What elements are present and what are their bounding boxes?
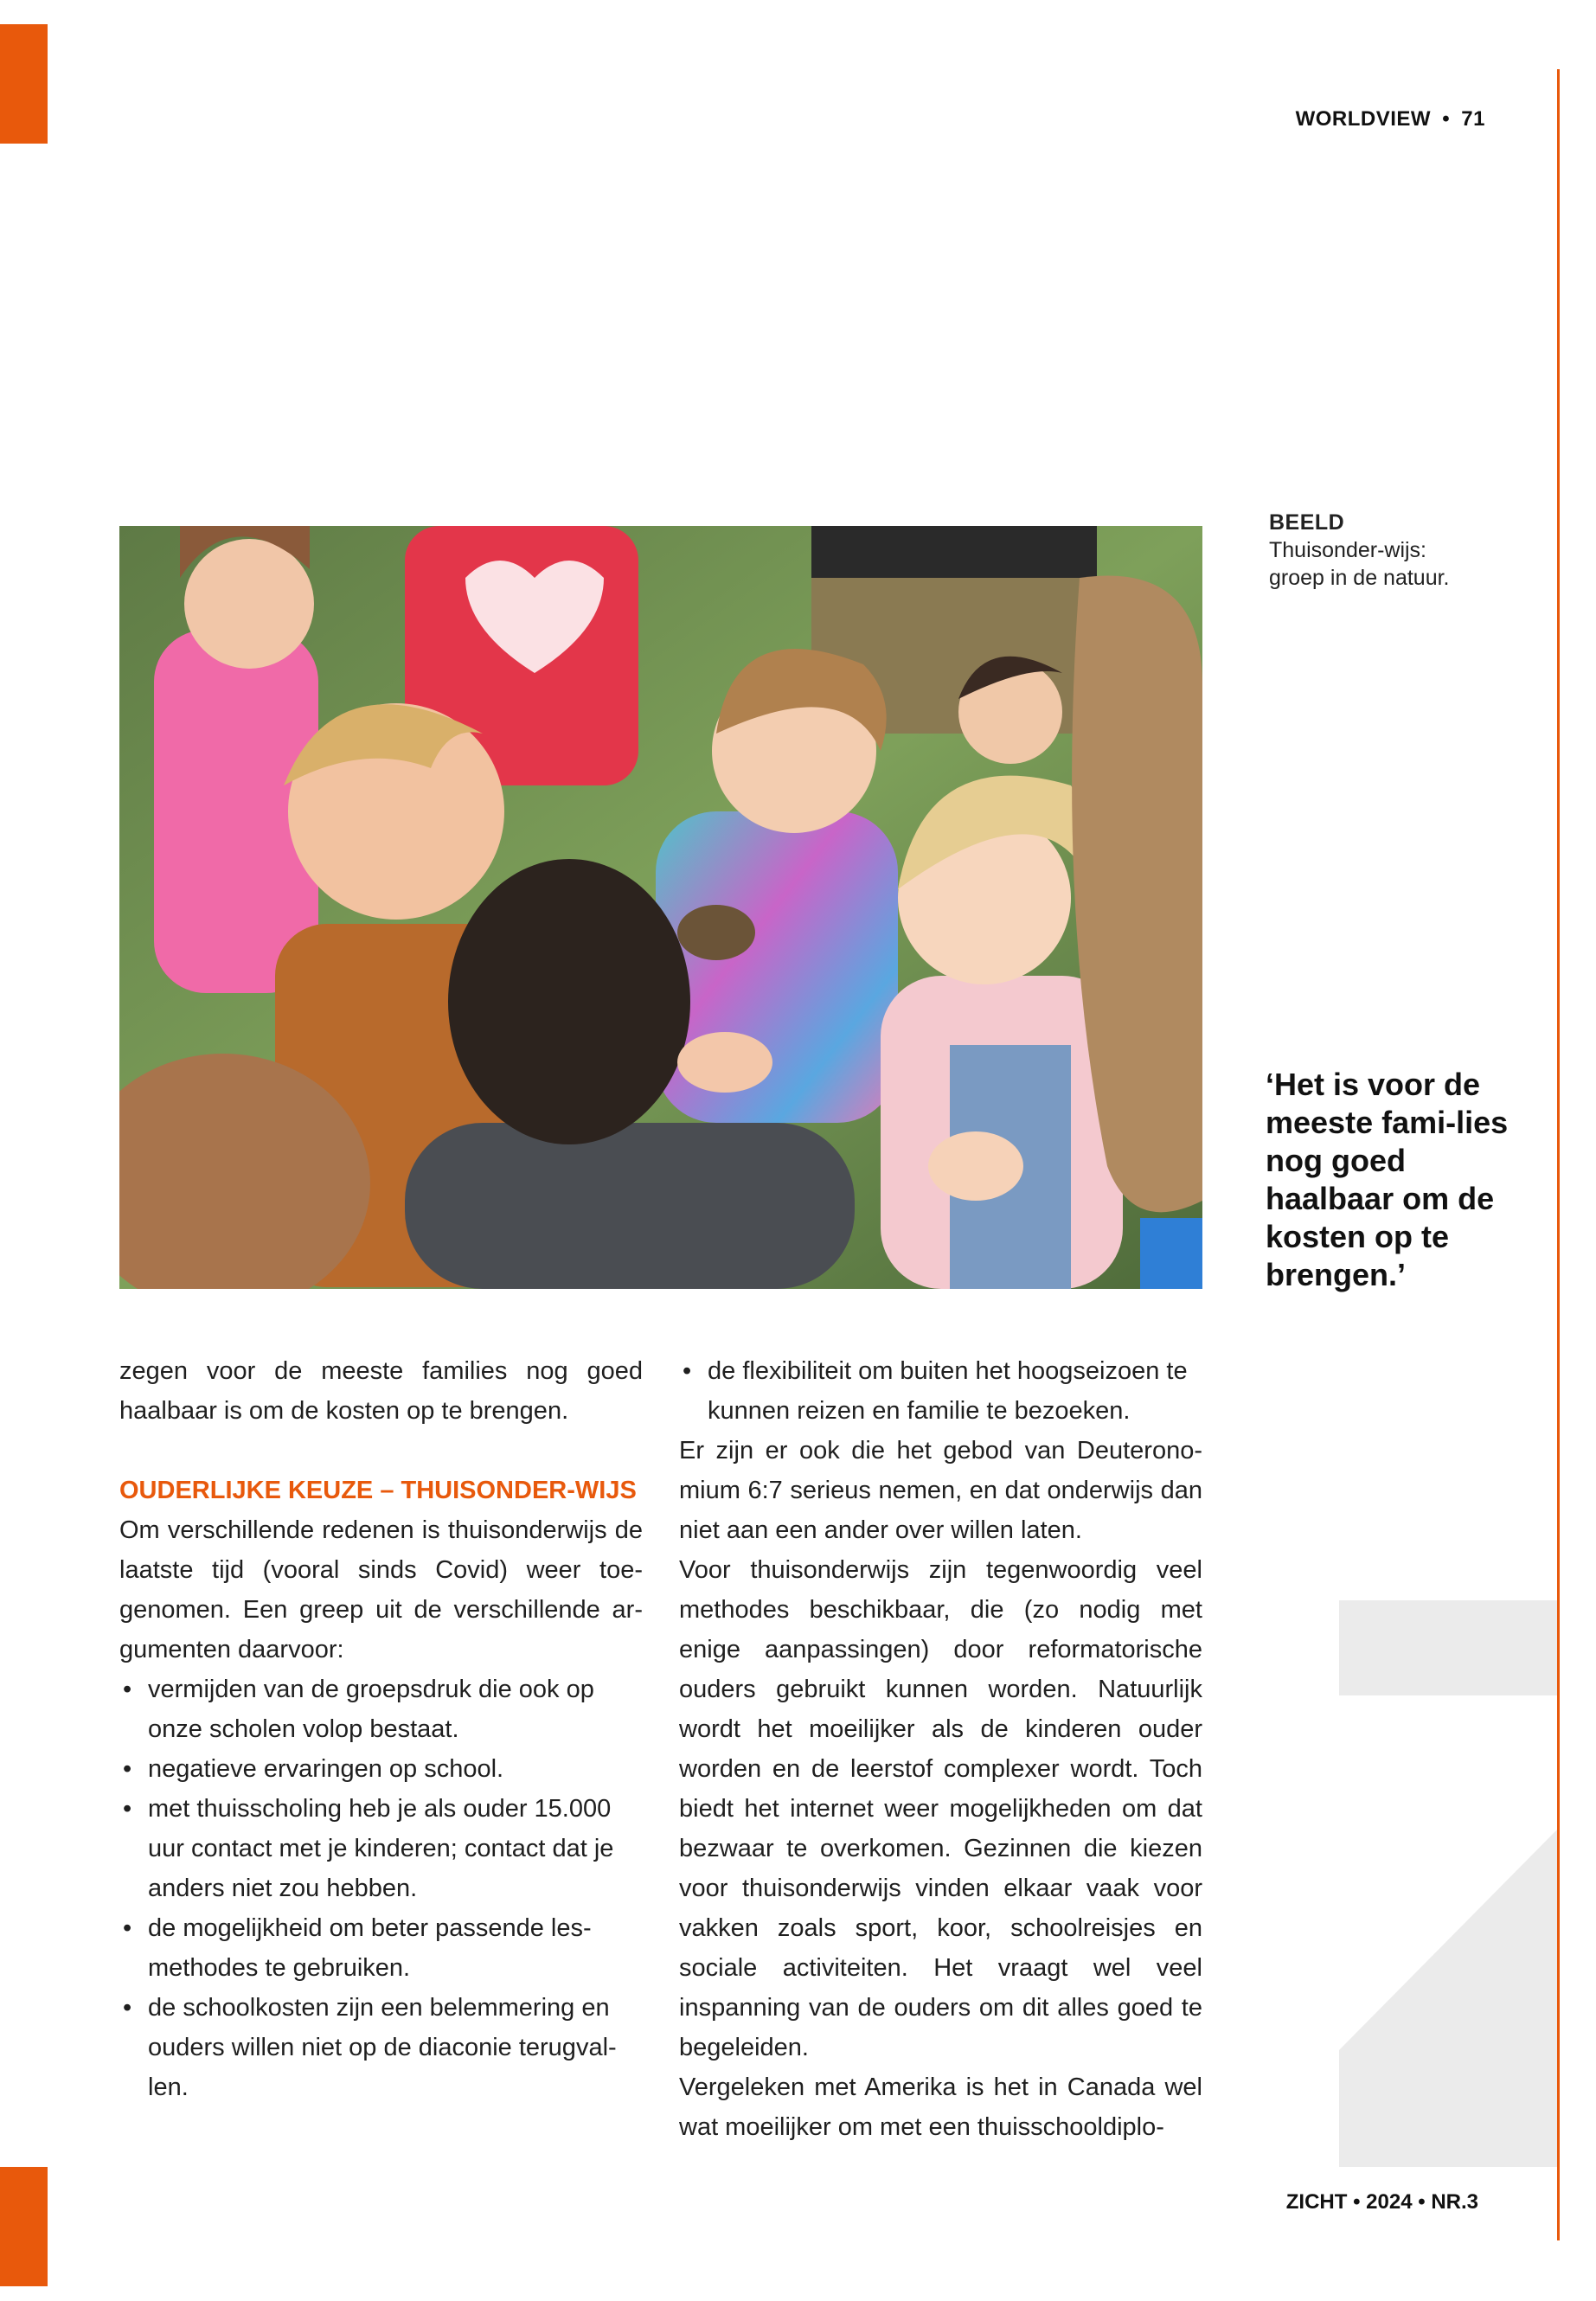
list-item: • de schoolkosten zijn een belemmering en ouders willen niet op de diaconie terugval-len.: [119, 1988, 643, 2107]
decorative-z-letter: [1339, 1600, 1557, 2167]
list-item: • de flexibiliteit om buiten het hoogseizoen te kunnen reizen en familie te bezoeken.: [679, 1351, 1202, 1431]
argument-list: [119, 1670, 643, 2107]
running-head: [1296, 107, 1485, 131]
body-paragraph: Er zijn er ook die het gebod van Deuterono-mium 6:7 serieus nemen, en dat onderwijs dan niet aan een ander over willen laten.: [679, 1437, 1202, 1544]
vertical-accent-rule: [1557, 69, 1560, 2240]
running-foot: [1286, 2190, 1478, 2214]
photo-caption: [1269, 509, 1459, 592]
body-paragraph: Om verschillende redenen is thuisonderwijs de laatste tijd (vooral sinds Covid) weer toe-genomen. Een greep uit de verschillende ar-gumenten daarvoor:: [119, 1516, 643, 1663]
caption-label: BEELD: [1269, 510, 1345, 535]
edge-tab-bottom: [0, 2167, 48, 2286]
pull-quote: ‘Het is voor de meeste fami-lies nog goed haalbaar om de kosten op te brengen.’: [1266, 1067, 1509, 1292]
edge-tab-top: [0, 24, 48, 144]
body-paragraph: Vergeleken met Amerika is het in Canada wel wat moeilijker om met een thuisschooldiplo-: [679, 2073, 1202, 2141]
list-item: • negatieve ervaringen op school.: [119, 1749, 643, 1789]
footer-separator: •: [1353, 2190, 1361, 2214]
list-item: • met thuisscholing heb je als ouder 15.000 uur contact met je kinderen; contact dat je anders niet zou hebben.: [119, 1789, 643, 1908]
issue-number: NR.3: [1431, 2190, 1478, 2214]
left-column: [119, 1351, 643, 2107]
caption-text: Thuisonder-wijs: groep in de natuur.: [1269, 538, 1450, 590]
article-photo: [119, 526, 1202, 1289]
photo-children-nature-icon: [119, 526, 1202, 1289]
section-name: WORLDVIEW: [1295, 107, 1432, 131]
intro-paragraph: zegen voor de meeste families nog goed haalbaar is om de kosten op te brengen.: [119, 1357, 643, 1425]
issue-year: 2024: [1366, 2190, 1413, 2214]
list-item: • de mogelijkheid om beter passende les-methodes te gebruiken.: [119, 1908, 643, 1988]
header-separator: •: [1442, 107, 1451, 131]
footer-separator: •: [1418, 2190, 1426, 2214]
argument-list-continued: [679, 1351, 1202, 1431]
body-paragraph: Voor thuisonderwijs zijn tegenwoordig veel methodes beschikbaar, die (zo nodig met enige aanpassingen) door reformatorische ouders gebruikt kunnen worden. Natuurlijk wordt het moeilijker als de kinderen ouder worden en de leerstof complexer wordt. Toch biedt het internet weer mogelijkheden om dat bezwaar te overkomen. Gezinnen die kiezen voor thuisonderwijs vinden elkaar vaak voor vakken zoals sport, koor, schoolreisjes en sociale activiteiten. Het vraagt wel veel inspanning van de ouders om dit alles goed te begeleiden.: [679, 1556, 1202, 2061]
magazine-name: ZICHT: [1285, 2190, 1348, 2214]
page-number: 71: [1461, 107, 1485, 131]
section-heading: OUDERLIJKE KEUZE – THUISONDER-WIJS: [119, 1477, 637, 1504]
list-item: • vermijden van de groepsdruk die ook op onze scholen volop bestaat.: [119, 1670, 643, 1749]
right-column: [679, 1351, 1202, 2147]
